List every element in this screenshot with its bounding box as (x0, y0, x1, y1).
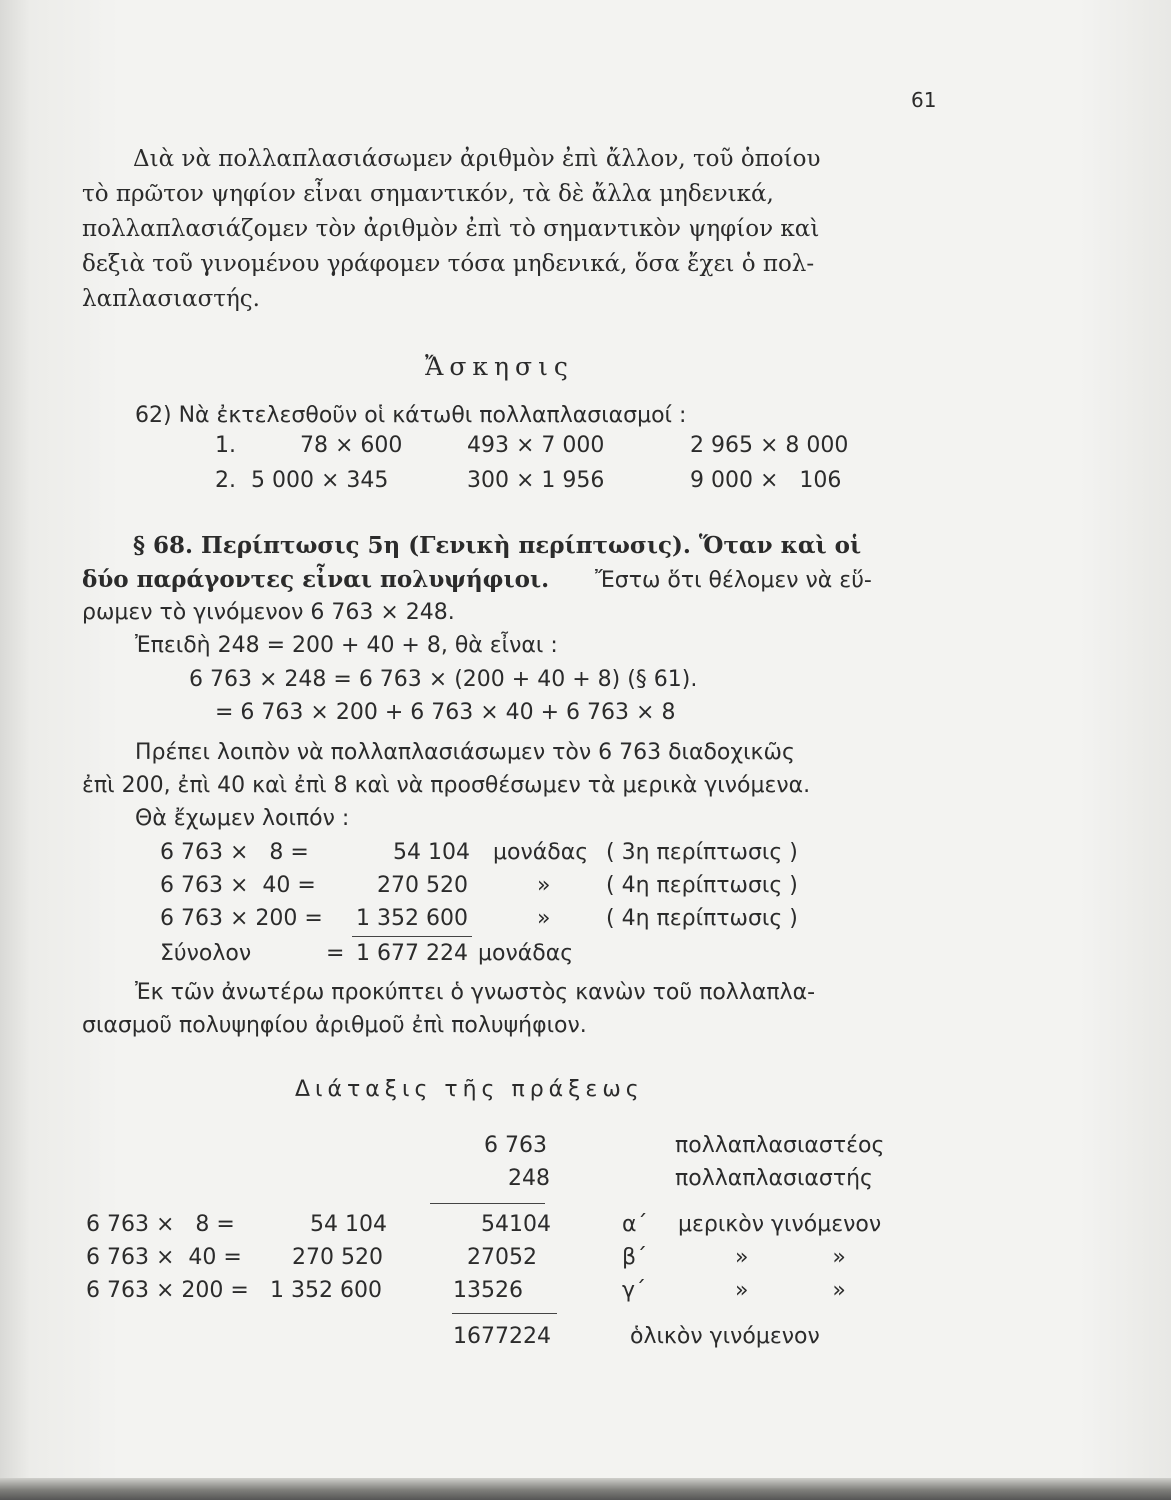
page-bottom-edge (0, 1478, 1171, 1500)
partial-row-3-unit: » (537, 906, 551, 931)
layout-multiplicand: 6 763 (484, 1133, 547, 1158)
exercises-title: Ἄσκησις (425, 352, 574, 381)
partial-row-3-value: 1 352 600 (356, 906, 468, 931)
layout-row-2-value: 270 520 (292, 1245, 383, 1270)
total-eq: = (326, 941, 345, 966)
we-have-line: Θὰ ἔχωμεν λοιπόν : (135, 806, 350, 831)
partial-row-3-expr: 6 763 × 200 = (160, 906, 323, 931)
exercise-row-2-b: 300 × 1 956 (467, 468, 605, 493)
partial-row-1-note: ( 3η περίπτωσις ) (606, 840, 798, 865)
layout-row-2-partial: 27052 (467, 1245, 537, 1270)
partial-row-2-unit: » (537, 873, 551, 898)
paragraph-line-2: ἐπὶ 200, ἐπὶ 40 καὶ ἐπὶ 8 καὶ νὰ προσθέσωμεν τὰ μερικὰ γινόμενα. (82, 773, 811, 798)
page-number: 61 (911, 88, 937, 112)
layout-multiplier: 248 (508, 1166, 550, 1191)
layout-rule-1 (430, 1203, 545, 1204)
exercise-row-2-c: 9 000 × 106 (690, 468, 842, 493)
since-line: Ἐπειδὴ 248 = 200 + 40 + 8, θὰ εἶναι : (135, 633, 558, 658)
layout-row-3-label: » » (735, 1278, 846, 1303)
partial-row-2-value: 270 520 (377, 873, 468, 898)
layout-row-2-mark: β΄ (622, 1245, 648, 1270)
rule-line-3: πολλαπλασιάζομεν τὸν ἀριθμὸν ἐπὶ τὸ σημαντικὸν ψηφίον καὶ (82, 216, 820, 242)
rule-line-2: τὸ πρῶτον ψηφίον εἶναι σημαντικόν, τὰ δὲ ἄλλα μηδενικά, (82, 181, 774, 207)
layout-row-1-partial: 54104 (481, 1212, 551, 1237)
total-unit: μονάδας (478, 941, 574, 966)
conclusion-line-2: σιασμοῦ πολυψηφίου ἀριθμοῦ ἐπὶ πολυψήφιον. (82, 1013, 587, 1038)
rule-line-5: λαπλασιαστής. (82, 286, 260, 312)
layout-result: 1677224 (453, 1324, 551, 1349)
partial-row-1-unit: μονάδας (493, 840, 589, 865)
layout-row-1-expr: 6 763 × 8 = (86, 1212, 235, 1237)
partial-row-1-value: 54 104 (393, 840, 470, 865)
exercise-row-2-num: 2. (215, 468, 236, 493)
layout-multiplier-label: πολλαπλασιαστής (675, 1166, 873, 1191)
layout-row-3-partial: 13526 (453, 1278, 523, 1303)
layout-row-1-mark: α΄ (622, 1212, 648, 1237)
rule-line-1: Διὰ νὰ πολλαπλασιάσωμεν ἀριθμὸν ἐπὶ ἄλλον, τοῦ ὁποίου (133, 146, 821, 172)
layout-row-3-mark: γ΄ (622, 1278, 647, 1303)
layout-rule-2 (452, 1313, 557, 1314)
layout-row-3-expr: 6 763 × 200 = (86, 1278, 249, 1303)
partial-row-1-expr: 6 763 × 8 = (160, 840, 309, 865)
exercise-intro: 62) Νὰ ἐκτελεσθοῦν οἱ κάτωθι πολλαπλασιασμοί : (135, 403, 687, 428)
partial-row-2-note: ( 4η περίπτωσις ) (606, 873, 798, 898)
exercise-row-1-b: 493 × 7 000 (467, 433, 605, 458)
equation-2: = 6 763 × 200 + 6 763 × 40 + 6 763 × 8 (215, 700, 676, 725)
layout-row-2-label: » » (735, 1245, 846, 1270)
rule-line-4: δεξιὰ τοῦ γινομένου γράφομεν τόσα μηδενικά, ὅσα ἔχει ὁ πολ- (82, 251, 815, 277)
layout-multiplicand-label: πολλαπλασιαστέος (675, 1133, 885, 1158)
layout-result-label: ὁλικὸν γινόμενον (630, 1324, 820, 1349)
conclusion-line-1: Ἐκ τῶν ἀνωτέρω προκύπτει ὁ γνωστὸς κανὼν τοῦ πολλαπλα- (135, 980, 816, 1005)
total-label: Σύνολον (160, 941, 252, 966)
layout-row-2-expr: 6 763 × 40 = (86, 1245, 242, 1270)
layout-row-1-label: μερικὸν γινόμενον (678, 1212, 882, 1237)
section-heading: § 68. Περίπτωσις 5η (Γενικὴ περίπτωσις). Ὅταν καὶ οἱ (133, 532, 862, 559)
partial-row-2-expr: 6 763 × 40 = (160, 873, 316, 898)
exercise-row-1-c: 2 965 × 8 000 (690, 433, 849, 458)
exercise-row-1-num: 1. (215, 433, 236, 458)
section-heading-line2: δύο παράγοντες εἶναι πολυψήφιοι. (82, 566, 550, 593)
sum-rule (352, 936, 472, 937)
section-intro-line2: ρωμεν τὸ γινόμενον 6 763 × 248. (82, 600, 455, 625)
equation-1: 6 763 × 248 = 6 763 × (200 + 40 + 8) (§ 61). (189, 667, 698, 692)
exercise-row-2-a: 5 000 × 345 (251, 468, 389, 493)
partial-row-3-note: ( 4η περίπτωσις ) (606, 906, 798, 931)
layout-title: Διάταξις τῆς πράξεως (295, 1077, 644, 1102)
paragraph-line-1: Πρέπει λοιπὸν νὰ πολλαπλασιάσωμεν τὸν 6 763 διαδοχικῶς (135, 740, 795, 765)
section-intro-rest: Ἔστω ὅτι θέλομεν νὰ εὕ- (595, 568, 872, 593)
exercise-row-1-a: 78 × 600 (300, 433, 403, 458)
total-value: 1 677 224 (356, 941, 468, 966)
layout-row-1-value: 54 104 (310, 1212, 387, 1237)
layout-row-3-value: 1 352 600 (270, 1278, 382, 1303)
